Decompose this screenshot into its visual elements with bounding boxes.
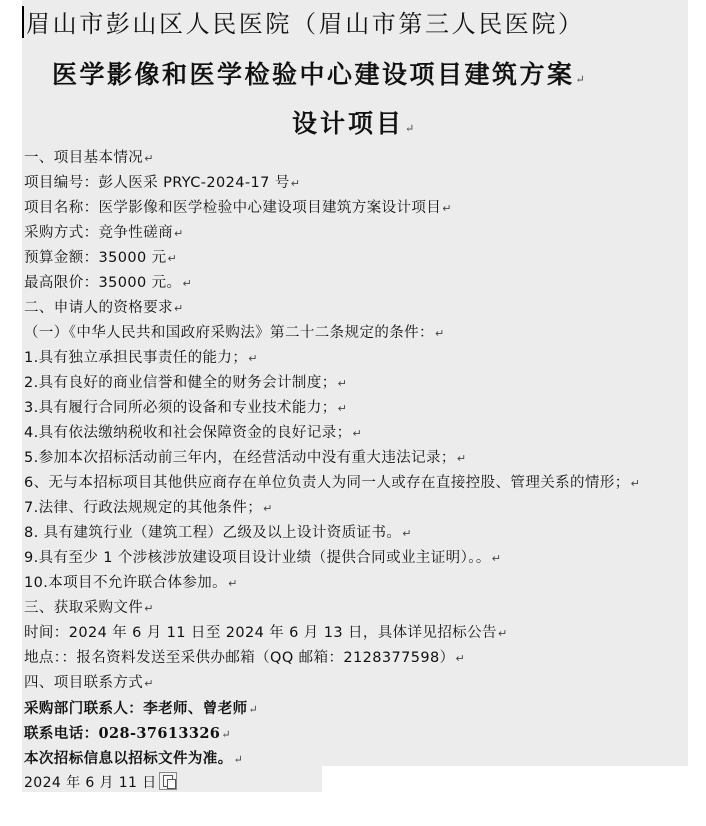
contact-person: 采购部门联系人：李老师、曾老师↵ xyxy=(24,700,259,717)
requirement-item-10: 10.本项目不允许联合体参加。↵ xyxy=(24,575,238,591)
requirement-item-9: 9.具有至少 1 个涉核涉放建设项目设计业绩（提供合同或业主证明）。。↵ xyxy=(24,550,502,566)
requirement-item-4: 4.具有依法缴纳税收和社会保障资金的良好记录；↵ xyxy=(24,425,363,441)
budget-amount: 预算金额：35000 元↵ xyxy=(24,250,178,266)
title-line-3: 设计项目↵ xyxy=(292,109,418,138)
section-heading-4: 四、项目联系方式↵ xyxy=(24,675,154,691)
requirement-item-7: 7.法律、行政法规规定的其他条件；↵ xyxy=(24,500,273,516)
document-body xyxy=(24,146,688,796)
section-heading-1: 一、项目基本情况↵ xyxy=(24,150,154,166)
acquisition-location: 地点：：报名资料发送至采供办邮箱（QQ 邮箱：2128377598）↵ xyxy=(24,650,466,666)
requirement-item-1: 1.具有独立承担民事责任的能力；↵ xyxy=(24,350,258,366)
section-heading-2: 二、申请人的资格要求↵ xyxy=(24,300,184,316)
title-line-2: 医学影像和医学检验中心建设项目建筑方案↵ xyxy=(52,60,588,89)
project-name: 项目名称：医学影像和医学检验中心建设项目建筑方案设计项目↵ xyxy=(24,200,452,216)
requirement-item-8: 8. 具有建筑行业（建筑工程）乙级及以上设计资质证书。↵ xyxy=(24,525,412,541)
section-heading-3: 三、获取采购文件↵ xyxy=(24,600,154,616)
contact-phone: 联系电话：028-37613326↵ xyxy=(24,725,231,742)
text-cursor xyxy=(22,6,24,38)
acquisition-time: 时间：2024 年 6 月 11 日至 2024 年 6 月 13 日，具体详见招标公告↵ xyxy=(24,625,508,641)
project-number: 项目编号：彭人医采 PRYC-2024-17 号↵ xyxy=(24,175,301,191)
requirement-item-5: 5.参加本次招标活动前三年内，在经营活动中没有重大违法记录；↵ xyxy=(24,450,467,466)
requirement-item-3: 3.具有履行合同所必须的设备和专业技术能力；↵ xyxy=(24,400,348,416)
title-line-1: 眉山市彭山区人民医院（眉山市第三人民医院） xyxy=(26,10,585,38)
publish-date: 2024 年 6 月 11 日 xyxy=(24,771,688,796)
notice-statement: 本次招标信息以招标文件为准。↵ xyxy=(24,750,244,767)
requirement-item-2: 2.具有良好的商业信誉和健全的财务会计制度；↵ xyxy=(24,375,348,391)
requirement-item-6: 6、无与本招标项目其他供应商存在单位负责人为同一人或存在直接控股、管理关系的情形；↵ xyxy=(24,475,641,491)
procurement-method: 采购方式：竞争性磋商↵ xyxy=(24,225,184,241)
requirement-intro: （一）《中华人民共和国政府采购法》第二十二条规定的条件：↵ xyxy=(24,325,445,341)
max-price: 最高限价：35000 元。↵ xyxy=(24,275,193,291)
paste-options-icon[interactable] xyxy=(159,772,177,790)
